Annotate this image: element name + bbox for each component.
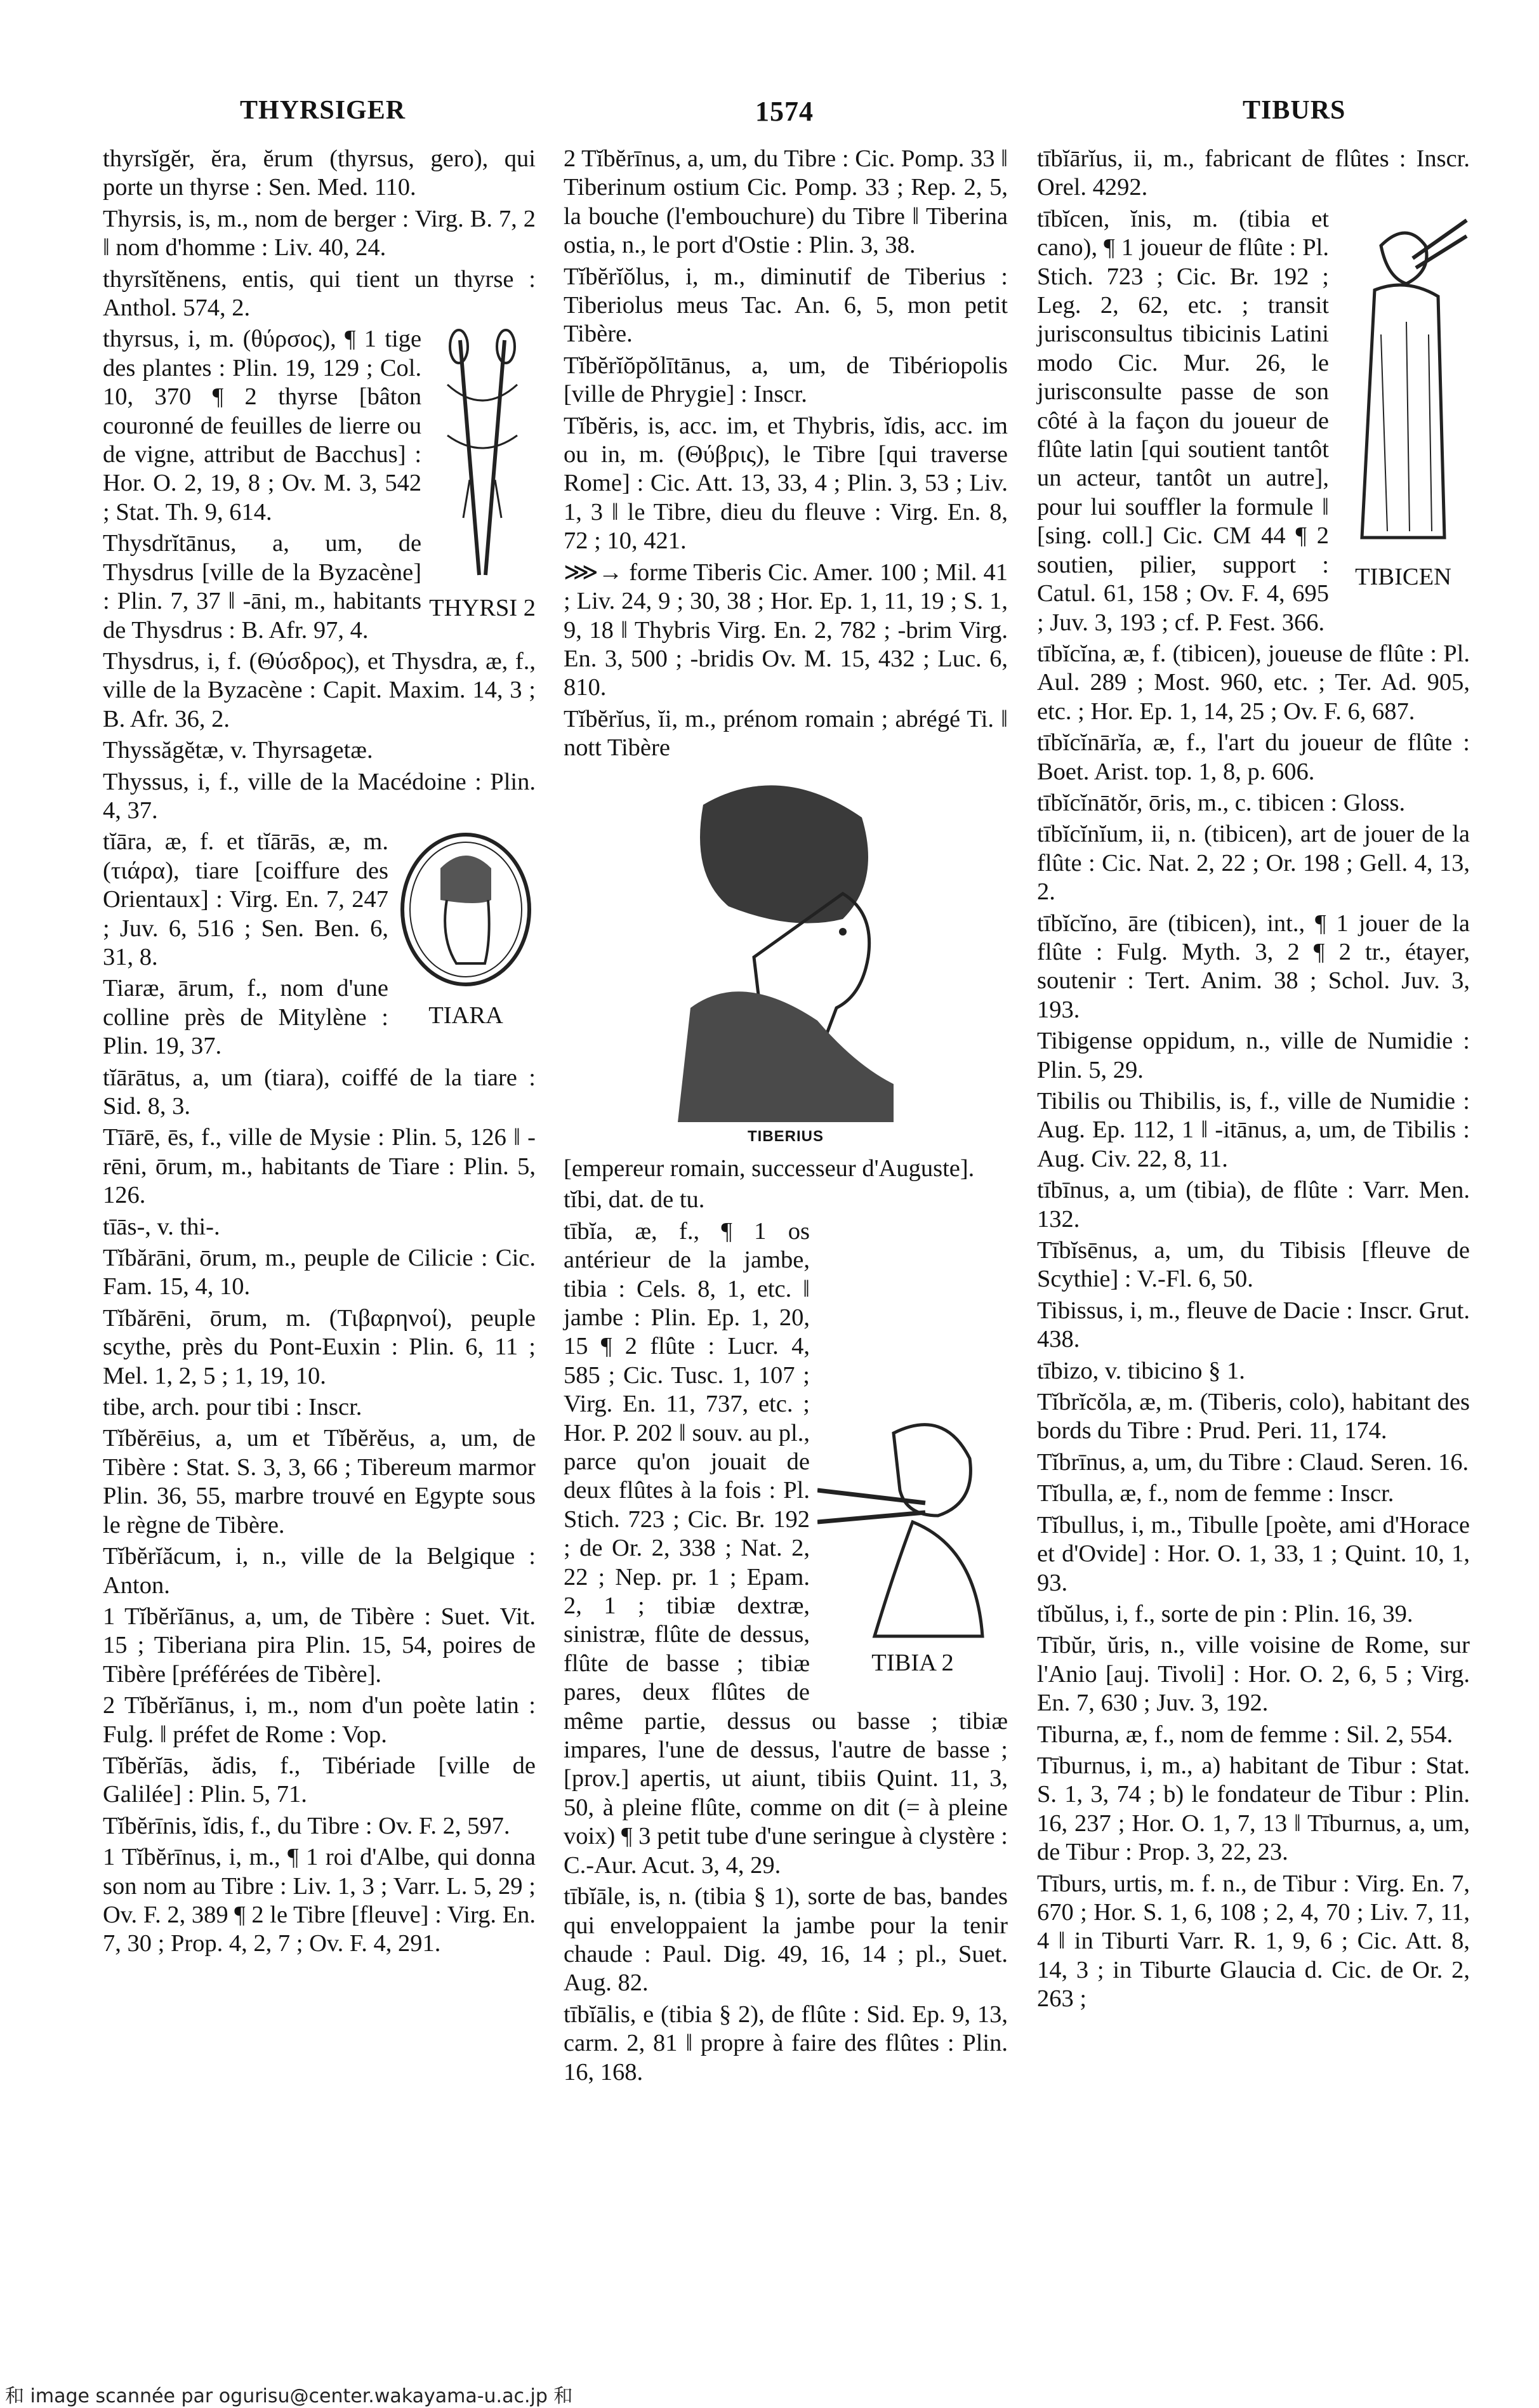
column-1 bbox=[103, 145, 536, 1961]
tiberius-portrait-illustration bbox=[652, 767, 919, 1122]
scan-credit-footer: 和 image scannée par ogurisu@center.wakayama-u.ac.jp 和 bbox=[5, 2385, 573, 2407]
entry: tĭāra, æ, f. et tĭārās, æ, m. (τιάρα), tiare [coiffure des Orientaux] : Virg. En. 7, 247 ; Juv. 6, 516 ; Sen. Ben. 6, 31, 8. bbox=[103, 828, 388, 970]
entry: 1 Tĭbĕrĭānus, a, um, de Tibère : Suet. Vit. 15 ; Tiberiana pira Plin. 15, 54, poires de Tibère [préférées de Tibère]. bbox=[103, 1603, 536, 1688]
entry: [empereur romain, successeur d'Auguste]. bbox=[564, 1154, 975, 1182]
entry: Tĭbĕrĭăcum, i, n., ville de la Belgique : Anton. bbox=[103, 1543, 536, 1599]
entry: Thyssus, i, f., ville de la Macédoine : Plin. 4, 37. bbox=[103, 768, 536, 824]
entry: Tĭbĕrĭās, ădis, f., Tibériade [ville de Galilée] : Plin. 5, 71. bbox=[103, 1752, 536, 1808]
entry: Tĭbrĭcŏla, æ, m. (Tiberis, colo), habitant des bords du Tibre : Prud. Peri. 11, 174. bbox=[1037, 1389, 1470, 1445]
entry: Tibissus, i, m., fleuve de Dacie : Inscr. Grut. 438. bbox=[1037, 1297, 1470, 1353]
tibia-flute-player-illustration bbox=[817, 1408, 1008, 1649]
entry: Tĭbărāni, ōrum, m., peuple de Cilicie : Cic. Fam. 15, 4, 10. bbox=[103, 1245, 536, 1300]
entry: tībĭcĭna, æ, f. (tibicen), joueuse de flûte : Pl. Aul. 289 ; Most. 960, etc. ; Ter. Ad. 905, etc. ; Hor. Ep. 1, 14, 25 ; Ov. F. 6, 687. bbox=[1037, 640, 1470, 725]
page-number: 1574 bbox=[755, 96, 814, 127]
entry: 2 Tĭbĕrĭānus, i, m., nom d'un poète latin : Fulg. ‖ préfet de Rome : Vop. bbox=[103, 1692, 536, 1748]
column-2 bbox=[564, 145, 1008, 2089]
entry: Tĭbullus, i, m., Tibulle [poète, ami d'Horace et d'Ovide] : Hor. O. 1, 33, 1 ; Quint. 10, 1, 93. bbox=[1037, 1511, 1470, 1596]
entry: tībĭcĭnātŏr, ōris, m., c. tibicen : Gloss. bbox=[1037, 789, 1406, 816]
entry: Tiburna, æ, f., nom de femme : Sil. 2, 554. bbox=[1037, 1721, 1453, 1748]
entry: tĭbŭlus, i, f., sorte de pin : Plin. 16, 39. bbox=[1037, 1600, 1413, 1627]
entry: Thysdrĭtānus, a, um, de Thysdrus [ville de la Byzacène] : Plin. 7, 37 ‖ -āni, m., habitants de Thysdrus : B. Afr. 97, 4. bbox=[103, 530, 422, 644]
figure-tiberius bbox=[564, 767, 1008, 1151]
entry: Thysdrus, i, f. (Θύσδρος), et Thysdra, æ, f., ville de la Byzacène : Capit. Maxim. 14, 3 ; B. Afr. 36, 2. bbox=[103, 647, 536, 732]
entry: Tĭbĕrĭus, ĭi, m., prénom romain ; abrégé Ti. ‖ nott Tibère bbox=[564, 705, 1008, 762]
figure-caption: THYRSI 2 bbox=[429, 595, 536, 622]
entry: Tĭbĕrīnis, ĭdis, f., du Tibre : Ov. F. 2, 597. bbox=[103, 1812, 510, 1839]
column-3 bbox=[1037, 145, 1470, 2016]
figure-tibicen bbox=[1337, 208, 1470, 592]
entry: thyrsĭgĕr, ĕra, ĕrum (thyrsus, gero), qui porte un thyrse : Sen. Med. 110. bbox=[103, 145, 536, 201]
entry: tīās-, v. thi-. bbox=[103, 1213, 220, 1240]
entry: Tĭbĕrĭŏlus, i, m., diminutif de Tiberius : Tiberiolus meus Tac. An. 6, 5, mon petit Tibère. bbox=[564, 263, 1008, 348]
entry: tībĭcĭno, āre (tibicen), int., ¶ 1 jouer de la flûte : Fulg. Myth. 3, 2 ¶ 2 tr., étayer, soutenir : Tert. Anim. 38 ; Schol. Juv. 3, 193. bbox=[1037, 910, 1470, 1023]
tibicen-illustration bbox=[1337, 208, 1470, 563]
entry: tībĭāle, is, n. (tibia § 1), sorte de bas, bandes qui enveloppaient la jambe pour la tenir chaude : Paul. Dig. 49, 16, 14 ; pl., Suet. Aug. 82. bbox=[564, 1883, 1008, 1997]
entry: ⋙→ forme Tiberis Cic. Amer. 100 ; Mil. 41 ; Liv. 24, 9 ; 30, 38 ; Hor. Ep. 1, 11, 19 ; S. 1, 9, 18 ‖ Thybris Virg. En. 2, 782 ; -brim Virg. En. 3, 500 ; -bridis Ov. M. 15, 432 ; Luc. 6, 810. bbox=[564, 559, 1008, 701]
entry: tībĭcĭnĭum, ii, n. (tibicen), art de jouer de la flûte : Cic. Nat. 2, 22 ; Or. 198 ; Gell. 4, 13, 2. bbox=[1037, 821, 1470, 906]
figure-caption: TIBIA 2 bbox=[871, 1649, 954, 1676]
figure-thyrsi bbox=[429, 327, 536, 623]
figure-tiara bbox=[396, 830, 536, 1030]
entry: tĭārātus, a, um (tiara), coiffé de la tiare : Sid. 8, 3. bbox=[103, 1064, 536, 1120]
entry: tībĭārĭus, ii, m., fabricant de flûtes : Inscr. Orel. 4292. bbox=[1037, 145, 1470, 201]
thyrsus-illustration bbox=[435, 327, 530, 594]
entry: Tīburs, urtis, m. f. n., de Tibur : Virg. En. 7, 670 ; Hor. S. 1, 6, 108 ; 2, 4, 70 ; Liv. 7, 11, 4 ‖ in Tiburti Varr. R. 1, 9, 6 ; Cic. Att. 8, 14, 3 ; in Tiburte Glaucia d. Cic. de Or. 2, 263 ; bbox=[1037, 1870, 1470, 2013]
entry: tībĭcĭnārĭa, æ, f., l'art du joueur de flûte : Boet. Arist. top. 1, 8, p. 606. bbox=[1037, 729, 1470, 785]
entry: Tibigense oppidum, n., ville de Numidie : Plin. 5, 29. bbox=[1037, 1028, 1470, 1083]
figure-caption: TIBICEN bbox=[1355, 563, 1451, 590]
entry: tibe, arch. pour tibi : Inscr. bbox=[103, 1394, 362, 1421]
entry: Tiaræ, ārum, f., nom d'une colline près de Mitylène : Plin. 19, 37. bbox=[103, 975, 388, 1060]
entry: Tĭbărēni, ōrum, m. (Τιβαρηνοί), peuple scythe, près du Pont-Euxin : Plin. 6, 11 ; Mel. 1, 2, 5 ; 1, 19, 10. bbox=[103, 1304, 536, 1389]
entry: Tīburnus, i, m., a) habitant de Tibur : Stat. S. 1, 3, 74 ; b) le fondateur de Tibur : Plin. 16, 237 ; Hor. O. 1, 7, 13 ‖ Tīburnus, a, um, de Tibur : Prop. 3, 22, 23. bbox=[1037, 1752, 1470, 1866]
entry: Tībĭsēnus, a, um, du Tibisis [fleuve de Scythie] : V.-Fl. 6, 50. bbox=[1037, 1237, 1470, 1293]
entry: Tĭbulla, æ, f., nom de femme : Inscr. bbox=[1037, 1480, 1394, 1507]
figure-caption: TIARA bbox=[428, 1002, 503, 1029]
entry: Tīārē, ēs, f., ville de Mysie : Plin. 5, 126 ‖ -rēni, ōrum, m., habitants de Tiare : Plin. 5, 126. bbox=[103, 1124, 536, 1209]
entry: Tĭbĕrĭŏpŏlītānus, a, um, de Tibériopolis [ville de Phrygie] : Inscr. bbox=[564, 352, 1008, 408]
running-head-left: THYRSIGER bbox=[240, 96, 406, 125]
entry: Thyrsis, is, m., nom de berger : Virg. B. 7, 2 ‖ nom d'homme : Liv. 40, 24. bbox=[103, 205, 536, 261]
running-head-right: TIBURS bbox=[1243, 96, 1346, 125]
entry: Tĭbĕris, is, acc. im, et Thybris, ĭdis, acc. im ou in, m. (Θύβρις), le Tibre [qui traverse Rome] : Cic. Att. 13, 33, 4 ; Plin. 3, 53 ; Liv. 1, 3 ‖ le Tibre, dieu du fleuve : Virg. En. 8, 72 ; 10, 421. bbox=[564, 412, 1008, 555]
entry: thyrsus, i, m. (θύρσος), ¶ 1 tige des plantes : Plin. 19, 129 ; Col. 10, 370 ¶ 2 thyrse [bâton couronné de feuilles de lierre ou de vigne, attribut de Bacchus] : Hor. O. 2, 19, 8 ; Ov. M. 3, 542 ; Stat. Th. 9, 614. bbox=[103, 326, 422, 526]
tiara-coin-illustration bbox=[396, 830, 536, 1002]
entry: Tibilis ou Thibilis, is, f., ville de Numidie : Aug. Ep. 112, 1 ‖ -itānus, a, um, de Tibilis : Aug. Civ. 22, 8, 11. bbox=[1037, 1088, 1470, 1172]
entry: 1 Tĭbĕrīnus, i, m., ¶ 1 roi d'Albe, qui donna son nom au Tibre : Liv. 1, 3 ; Varr. L. 5, 29 ; Ov. F. 2, 389 ¶ 2 le Tibre [fleuve] : Virg. En. 7, 30 ; Prop. 4, 2, 7 ; Ov. F. 4, 291. bbox=[103, 1844, 536, 1957]
entry: tībīnus, a, um (tibia), de flûte : Varr. Men. 132. bbox=[1037, 1177, 1470, 1233]
entry: tībĭa, æ, f., ¶ 1 os antérieur de la jambe, tibia : Cels. 8, 1, etc. ‖ jambe : Plin. Ep. 1, 20, 15 ¶ 2 flûte : Lucr. 4, 585 ; Cic. Tusc. 1, 107 ; Virg. En. 11, 737, etc. ; Hor. P. 202 ‖ souv. au pl., parce qu'on jouait de deux flûtes à la fois : Pl. Stich. 723 ; Cic. Br. 192 ; de Or. 2, 338 ; Nat. 2, 22 ; Nep. pr. 1 ; Epam. 2, 1 ; tibiæ dextræ, sinistræ, flûte de dessus, flûte de basse ; tibiæ pares, deux flûtes de même partie, dessus ou basse ; tibiæ impares, l'une de dessus, l'autre de basse ; [prov.] apertis, ut aiunt, tibiis Quint. 11, 3, 50, à pleine flûte, comme on dit (= à pleine voix) ¶ 3 petit tube d'une seringue à clystère : C.-Aur. Acut. 3, 4, 29. bbox=[564, 1217, 1008, 1879]
figure-tibia bbox=[817, 1408, 1008, 1677]
entry: Tībŭr, ŭris, n., ville voisine de Rome, sur l'Anio [auj. Tivoli] : Hor. O. 2, 6, 5 ; Virg. En. 7, 630 ; Juv. 3, 192. bbox=[1037, 1632, 1470, 1717]
entry: tībĭālis, e (tibia § 2), de flûte : Sid. Ep. 9, 13, carm. 2, 81 ‖ propre à faire des flûtes : Plin. 16, 168. bbox=[564, 2001, 1008, 2086]
entry: tĭbi, dat. de tu. bbox=[564, 1186, 705, 1214]
figure-caption: TIBERIUS bbox=[747, 1127, 824, 1145]
entry: Tĭbĕrēius, a, um et Tĭbĕrĕus, a, um, de Tibère : Stat. S. 3, 3, 66 ; Tibereum marmor Plin. 36, 55, marbre trouvé en Egypte sous le règne de Tibère. bbox=[103, 1425, 536, 1538]
entry: 2 Tĭbĕrīnus, a, um, du Tibre : Cic. Pomp. 33 ‖ Tiberinum ostium Cic. Pomp. 33 ; Rep. 2, 5, la bouche (l'embouchure) du Tibre ‖ Tiberina ostia, n., le port d'Ostie : Plin. 3, 38. bbox=[564, 145, 1008, 259]
entry: Tĭbrīnus, a, um, du Tibre : Claud. Seren. 16. bbox=[1037, 1448, 1469, 1476]
entry: tībĭcen, ĭnis, m. (tibia et cano), ¶ 1 joueur de flûte : Pl. Stich. 723 ; Cic. Br. 192 ; Leg. 2, 62, etc. ; transit jurisconsultus tibicinis Latini modo Cic. Mur. 26, le jurisconsulte passe de son côté à la façon du joueur de flûte latin [qui soutient tantôt un acteur, tantôt un autre], pour lui souffler la formule ‖ [sing. coll.] Cic. CM 44 ¶ 2 soutien, pilier, support : Catul. 61, 158 ; Ov. F. 4, 695 ; Juv. 3, 193 ; cf. P. Fest. 366. bbox=[1037, 205, 1329, 636]
entry: thyrsĭtĕnens, entis, qui tient un thyrse : Anthol. 574, 2. bbox=[103, 265, 536, 322]
entry: tībizo, v. tibicino § 1. bbox=[1037, 1357, 1245, 1384]
entry: Thyssăgĕtæ, v. Thyrsagetæ. bbox=[103, 737, 373, 764]
